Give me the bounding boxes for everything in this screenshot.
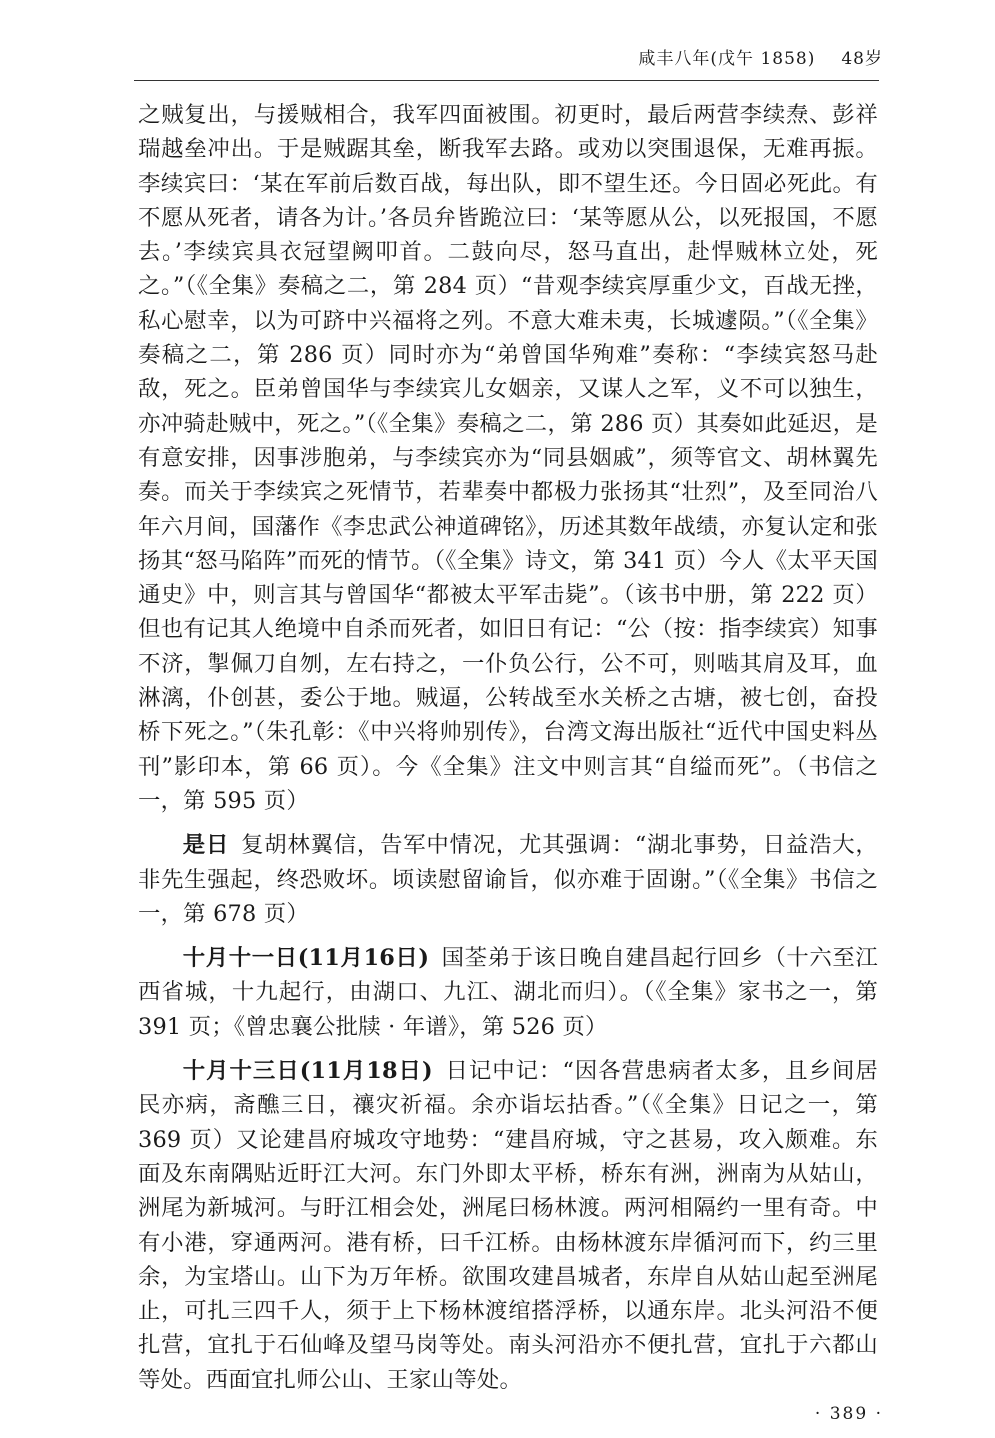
paragraph-entry (138, 1054, 878, 1397)
entry-date: 十月十三日(11月18日) (182, 1058, 433, 1085)
entry-date: 十月十一日(11月16日) (182, 945, 430, 972)
author-age: 48岁 (841, 49, 883, 69)
entry-text: 国荃弟于该日晚自建昌起行回乡（十六至江西省城，十九起行，由湖口、九江、湖北而归）。（《全集》家书之一，第 391 页；《曾忠襄公批牍 · 年谱》，第 526 页） (138, 945, 878, 1040)
paragraph-entry (138, 941, 878, 1044)
body-text (138, 98, 878, 1397)
entry-date: 是日 (182, 832, 230, 859)
header-rule (134, 80, 879, 81)
entry-text: 日记中记：“因各营患病者太多，且乡间居民亦病，斋醮三日，禳灾祈福。余亦诣坛拈香。”（《全集》日记之一，第 369 页）又论建昌府城攻守地势：“建昌府城，守之甚易，攻入颇难。东面及东南隅贴近盱江大河。东门外即太平桥，桥东有洲，洲南为从姑山，洲尾为新城河。与盱江相会处，洲尾曰杨林渡。两河相隔约一里有奇。中有小港，穿通两河。港有桥，曰千江桥。由杨林渡东岸循河而下，约三里余，为宝塔山。山下为万年桥。欲围攻建昌城者，东岸自从姑山起至洲尾止，可扎三四千人，须于上下杨林渡绾搭浮桥，以通东岸。北头河沿不便扎营，宜扎于石仙峰及望马岗等处。南头河沿亦不便扎营，宜扎于六都山等处。西面宜扎师公山、王家山等处。 (138, 1058, 878, 1393)
page-number: · 389 · (814, 1404, 883, 1424)
running-header (638, 44, 883, 69)
paragraph-continued: 之贼复出，与援贼相合，我军四面被围。初更时，最后两营李续焘、彭祥瑞越垒冲出。于是贼踞其垒，断我军去路。或劝以突围退保，无难再振。李续宾曰：‘某在军前后数百战，每出队，即不望生还。今日固必死此。有不愿从死者，请各为计。’各员弁皆跪泣曰：‘某等愿从公，以死报国，不愿去。’李续宾具衣冠望阙叩首。二鼓向尽，怒马直出，赴悍贼林立处，死之。”（《全集》奏稿之二，第 284 页）“昔观李续宾厚重少文，百战无挫，私心慰幸，以为可跻中兴福将之列。不意大难未夷，长城遽陨。”（《全集》奏稿之二，第 286 页）同时亦为“弟曾国华殉难”奏称：“李续宾怒马赴敌，死之。臣弟曾国华与李续宾儿女姻亲，又谋人之军，义不可以独生，亦冲骑赴贼中，死之。”（《全集》奏稿之二，第 286 页）其奏如此延迟，是有意安排，因事涉胞弟，与李续宾亦为“同县姻戚”，须等官文、胡林翼先奏。而关于李续宾之死情节，若辈奏中都极力张扬其“壮烈”，及至同治八年六月间，国藩作《李忠武公神道碑铭》，历述其数年战绩，亦复认定和张扬其“怒马陷阵”而死的情节。（《全集》诗文，第 341 页）今人《太平天国通史》中，则言其与曾国华“都被太平军击毙”。（该书中册，第 222 页）但也有记其人绝境中自杀而死者，如旧日有记：“公（按：指李续宾）知事不济，掣佩刀自刎，左右持之，一仆负公行，公不可，则啮其肩及耳，血淋漓，仆创甚，委公于地。贼逼，公转战至水关桥之古塘，被七创，奋投桥下死之。”（朱孔彰：《中兴将帅别传》，台湾文海出版社“近代中国史料丛刊”影印本，第 66 页）。今《全集》注文中则言其“自缢而死”。（书信之一，第 595 页） (138, 102, 878, 814)
entry-text: 复胡林翼信，告军中情况，尤其强调：“湖北事势，日益浩大，非先生强起，终恐败坏。顷读慰留谕旨，似亦难于固谢。”（《全集》书信之一，第 678 页） (138, 832, 879, 927)
paragraph-entry (138, 828, 878, 931)
chapter-title: 咸丰八年(戊午 1858) (638, 49, 816, 69)
